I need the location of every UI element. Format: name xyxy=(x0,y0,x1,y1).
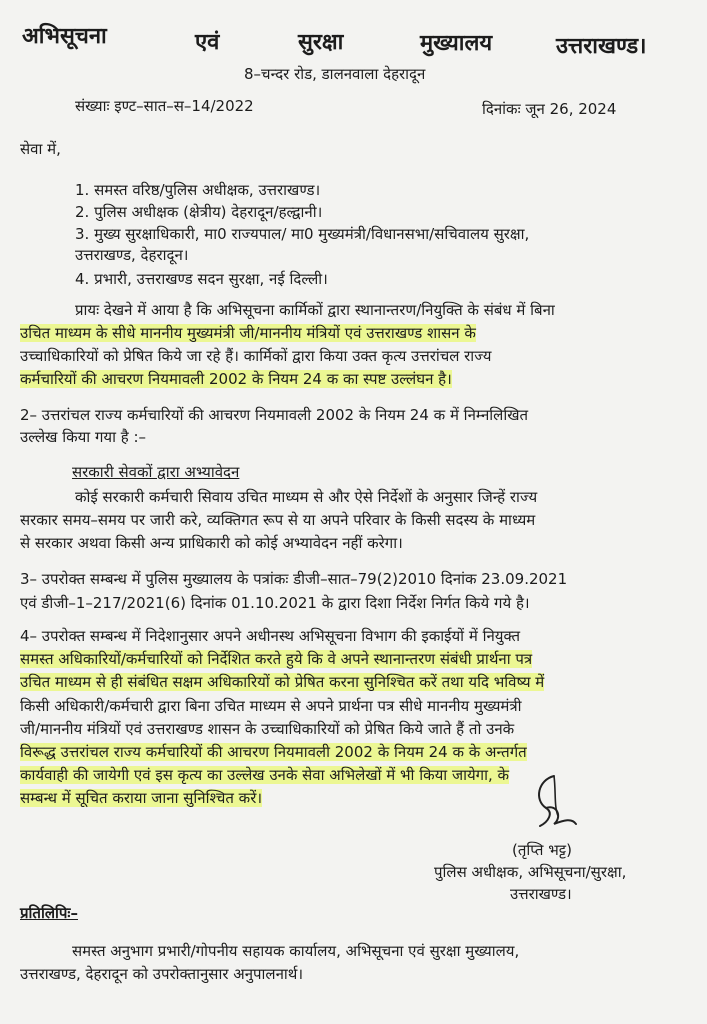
para1-line: उच्चाधिकारियों को प्रेषित किये जा रहे हैं। कार्मिकों द्वारा किया उक्त कृत्य उत्तरांचल राज्य xyxy=(20,347,492,365)
reference-number: संख्याः इण्ट–सात–स–14/2022 xyxy=(75,97,254,115)
para2-line: 2– उत्तरांचल राज्य कर्मचारियों की आचरण नियमावली 2002 के नियम 24 क में निम्नलिखित xyxy=(20,406,529,424)
signatory-name: (तृप्ति भट्ट) xyxy=(512,841,572,859)
para3-line: एवं डीजी–1–217/2021(6) दिनांक 01.10.2021 के द्वारा दिशा निर्देश निर्गत किये गये है। xyxy=(20,594,530,612)
para4-line: कार्यवाही की जायेगी एवं इस कृत्य का उल्लेख उनके सेवा अभिलेखों में भी किया जायेगा, के xyxy=(20,766,510,784)
para1-line: प्रायः देखने में आया है कि अभिसूचना कार्मिकों द्वारा स्थानान्तरण/नियुक्ति के संबंध में बिना xyxy=(75,301,555,319)
para4-line: समस्त अधिकारियों/कर्मचारियों को निर्देशित करते हुये कि वे अपने स्थानान्तरण संबंधी प्रार्थना पत्र xyxy=(20,650,533,668)
header-word-2: एवं xyxy=(195,30,220,55)
header-word-3: सुरक्षा xyxy=(298,30,344,55)
para4-line: उचित माध्यम से ही संबंधित सक्षम अधिकारियों को प्रेषित करना सुनिश्चित करें तथा यदि भविष्य में xyxy=(20,673,545,691)
para4-line: जी/माननीय मंत्रियों एवं उत्तराखण्ड शासन के उच्चाधिकारियों को प्रेषित किये जाते हैं तो उनके xyxy=(20,720,515,738)
copy-line: समस्त अनुभाग प्रभारी/गोपनीय सहायक कार्यालय, अभिसूचना एवं सुरक्षा मुख्यालय, xyxy=(72,942,520,960)
para4-line: 4– उपरोक्त सम्बन्ध में निदेशानुसार अपने अधीनस्थ अभिसूचना विभाग की इकाईयों में नियुक्त xyxy=(20,627,521,645)
copy-heading: प्रतिलिपिः– xyxy=(20,904,78,922)
subheading: सरकारी सेवकों द्वारा अभ्यावेदन xyxy=(72,463,240,481)
recipient-line: 4. प्रभारी, उत्तराखण्ड सदन सुरक्षा, नई दिल्ली। xyxy=(75,270,328,288)
signatory-designation: पुलिस अधीक्षक, अभिसूचना/सुरक्षा, xyxy=(434,863,627,881)
quote-line: से सरकार अथवा किसी अन्य प्राधिकारी को कोई अभ्यावेदन नहीं करेगा। xyxy=(20,534,403,552)
para4-line: किसी अधिकारी/कर्मचारी द्वारा बिना उचित माध्यम से अपने प्रार्थना पत्र सीधे माननीय मुख्यमंत्री xyxy=(20,697,522,715)
para4-line: सम्बन्ध में सूचित कराया जाना सुनिश्चित करें। xyxy=(20,789,263,807)
para1-line: उचित माध्यम के सीधे माननीय मुख्यमंत्री जी/माननीय मंत्रियों एवं उत्तराखण्ड शासन के xyxy=(20,324,476,342)
header-word-1: अभिसूचना xyxy=(22,24,107,49)
header-word-5: उत्तराखण्ड। xyxy=(556,34,647,59)
office-address: 8–चन्दर रोड, डालनवाला देहरादून xyxy=(244,65,426,83)
para4-line: विरूद्ध उत्तरांचल राज्य कर्मचारियों की आचरण नियमावली 2002 के नियम 24 क के अन्तर्गत xyxy=(20,743,527,761)
letter-date: दिनांकः जून 26, 2024 xyxy=(482,100,617,118)
para2-line: उल्लेख किया गया है :– xyxy=(20,428,147,446)
header-word-4: मुख्यालय xyxy=(420,31,493,56)
recipient-line: 3. मुख्य सुरक्षाधिकारी, मा0 राज्यपाल/ मा0 मुख्यमंत्री/विधानसभा/सचिवालय सुरक्षा, xyxy=(75,225,530,243)
recipient-line: 1. समस्त वरिष्ठ/पुलिस अधीक्षक, उत्तराखण्ड। xyxy=(75,181,321,199)
signatory-state: उत्तराखण्ड। xyxy=(510,885,572,903)
copy-line: उत्तराखण्ड, देहरादून को उपरोक्तानुसार अनुपालनार्थ। xyxy=(20,965,304,983)
recipient-line: 2. पुलिस अधीक्षक (क्षेत्रीय) देहरादून/हल्द्वानी। xyxy=(75,203,323,221)
handwritten-signature xyxy=(524,772,594,840)
salutation: सेवा में, xyxy=(20,140,61,158)
para1-line: कर्मचारियों की आचरण नियमावली 2002 के नियम 24 क का स्पष्ट उल्लंघन है। xyxy=(20,370,452,388)
recipient-line: उत्तराखण्ड, देहरादून। xyxy=(75,246,189,264)
para3-line: 3– उपरोक्त सम्बन्ध में पुलिस मुख्यालय के पत्रांकः डीजी–सात–79(2)2010 दिनांक 23.09.2021 xyxy=(20,570,568,588)
quote-line: कोई सरकारी कर्मचारी सिवाय उचित माध्यम से और ऐसे निर्देशों के अनुसार जिन्हें राज्य xyxy=(75,488,538,506)
quote-line: सरकार समय–समय पर जारी करे, व्यक्तिगत रूप से या अपने परिवार के किसी सदस्य के माध्यम xyxy=(20,511,536,529)
